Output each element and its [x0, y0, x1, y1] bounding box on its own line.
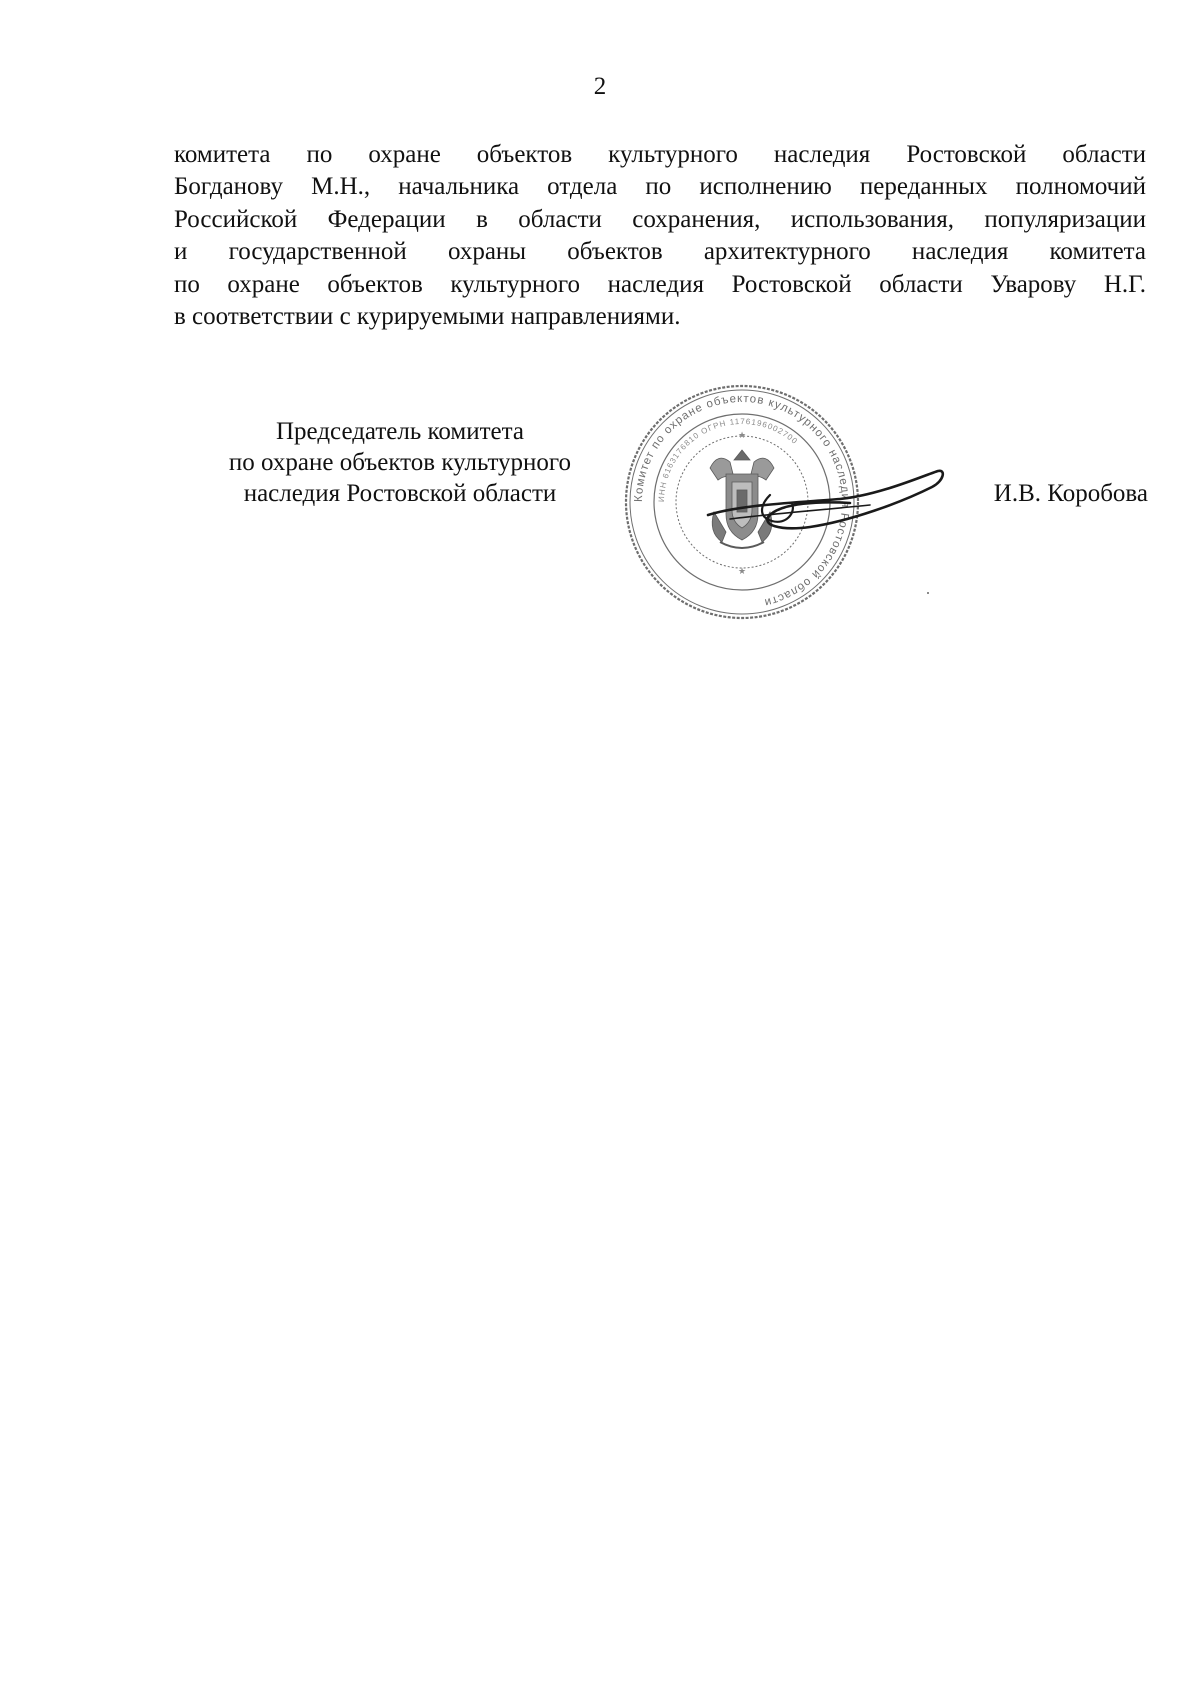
seal-inner-text: ИНН 6163176810 ОГРН 1176196002700: [656, 416, 800, 503]
signatory-position-line: по охране объектов культурного: [228, 449, 572, 476]
page-number: 2: [593, 73, 607, 100]
handwritten-signature-icon: [700, 455, 950, 545]
body-line: Российской Федерации в области сохранения, использования, популяризации: [174, 205, 1146, 233]
signatory-position-line: наследия Ростовской области: [243, 480, 557, 507]
body-line: в соответствии с курируемыми направлениями.: [174, 303, 681, 331]
seal-star-icon: ★: [737, 430, 747, 440]
signatory-position-line: Председатель комитета: [276, 418, 524, 445]
seal-star-icon: ★: [737, 566, 747, 576]
seal-outer-text: Комитет по охране объектов культурного наследия Ростовской области: [632, 392, 852, 609]
body-line: по охране объектов культурного наследия Ростовской области Уварову Н.Г.: [174, 270, 1146, 298]
signatory-position: [190, 416, 610, 509]
body-paragraph: [174, 139, 1146, 333]
body-line: и государственной охраны объектов архитектурного наследия комитета: [174, 238, 1146, 266]
signatory-name: И.В. Коробова: [993, 480, 1148, 507]
scan-speck: [927, 592, 929, 594]
body-line: комитета по охране объектов культурного наследия Ростовской области: [174, 141, 1146, 168]
body-line: Богданову М.Н., начальника отдела по исполнению переданных полномочий: [174, 173, 1146, 201]
